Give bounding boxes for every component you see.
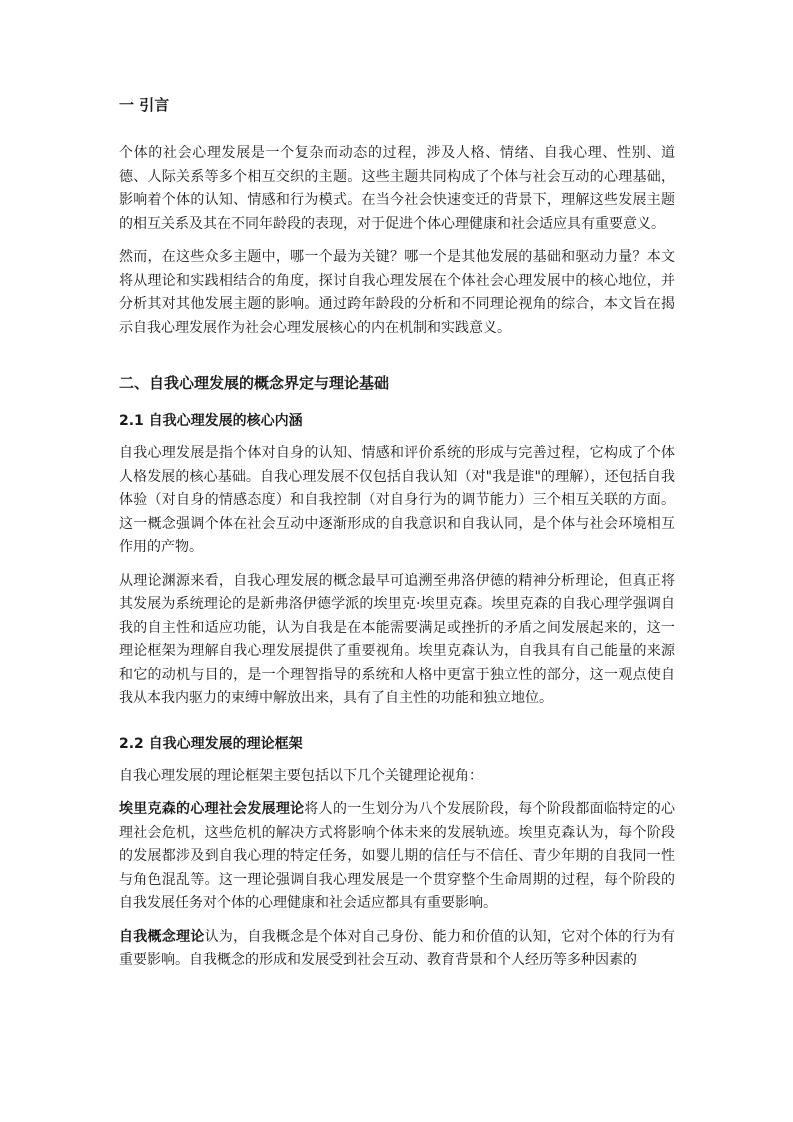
paragraph: 从理论渊源来看，自我心理发展的概念最早可追溯至弗洛伊德的精神分析理论，但真正将其发展为系统理论的是新弗洛伊德学派的埃里克·埃里克森。埃里克森的自我心理学强调自我的自主性和适应功能，认为自我是在本能需要满足或挫折的矛盾之间发展起来的，这一理论框架为理解自我心理发展提供了重要视角。埃里克森认为，自我具有自己能量的来源和它的动机与目的，是一个理智指导的系统和人格中更富于独立性的部分，这一观点使自我从本我内驱力的束缚中解放出来，具有了自主性的功能和独立地位。	[119, 572, 675, 706]
paragraph: 个体的社会心理发展是一个复杂而动态的过程，涉及人格、情绪、自我心理、性别、道德、人际关系等多个相互交织的主题。这些主题共同构成了个体与社会互动的心理基础，影响着个体的认知、情感和行为模式。在当今社会快速变迁的背景下，理解这些发展主题的相互关系及其在不同年龄段的表现，对于促进个体心理健康和社会适应具有重要意义。	[119, 145, 675, 232]
paragraph-text: 将人的一生划分为八个发展阶段，每个阶段都面临特定的心理社会危机，这些危机的解决方式将影响个体未来的发展轨迹。埃里克森认为，每个阶段的发展都涉及到自我心理的特定任务，如婴儿期的信任与不信任、青少年期的自我同一性与角色混乱等。这一理论强调自我心理发展是一个贯穿整个生命周期的过程，每个阶段的自我发展任务对个体的心理健康和社会适应都具有重要影响。	[119, 801, 675, 911]
paragraph: 自我心理发展的理论框架主要包括以下几个关键理论视角：	[119, 767, 483, 784]
section-heading-concept: 二、自我心理发展的概念界定与理论基础	[119, 374, 390, 392]
paragraph-text: 认为，自我概念是个体对自己身份、能力和价值的认知，它对个体的行为有重要影响。自我概念的形成和发展受到社会互动、教育背景和个人经历等多种因素的	[119, 928, 676, 968]
paragraph: 自我心理发展是指个体对自身的认知、情感和评价系统的形成与完善过程，它构成了个体人格发展的核心基础。自我心理发展不仅包括自我认知（对"我是谁"的理解），还包括自我体验（对自身的情感态度）和自我控制（对自身行为的调节能力）三个相互关联的方面。这一概念强调个体在社会互动中逐渐形成的自我意识和自我认同，是个体与社会环境相互作用的产物。	[119, 445, 675, 555]
subsection-heading-2-1: 2.1 自我心理发展的核心内涵	[119, 413, 303, 429]
term-erikson: 埃里克森的心理社会发展理论	[119, 801, 305, 817]
paragraph-erikson	[119, 798, 675, 916]
paragraph: 然而，在这些众多主题中，哪一个最为关键？哪一个是其他发展的基础和驱动力量？本文将从理论和实践相结合的角度，探讨自我心理发展在个体社会心理发展中的核心地位，并分析其对其他发展主题的影响。通过跨年龄段的分析和不同理论视角的综合，本文旨在揭示自我心理发展作为社会心理发展核心的内在机制和实践意义。	[119, 249, 675, 336]
paragraph-self-concept	[119, 926, 675, 973]
section-heading-intro: 一 引言	[119, 96, 170, 114]
document-page	[119, 90, 675, 983]
term-self-concept: 自我概念理论	[119, 928, 205, 945]
subsection-heading-2-2: 2.2 自我心理发展的理论框架	[119, 735, 303, 752]
